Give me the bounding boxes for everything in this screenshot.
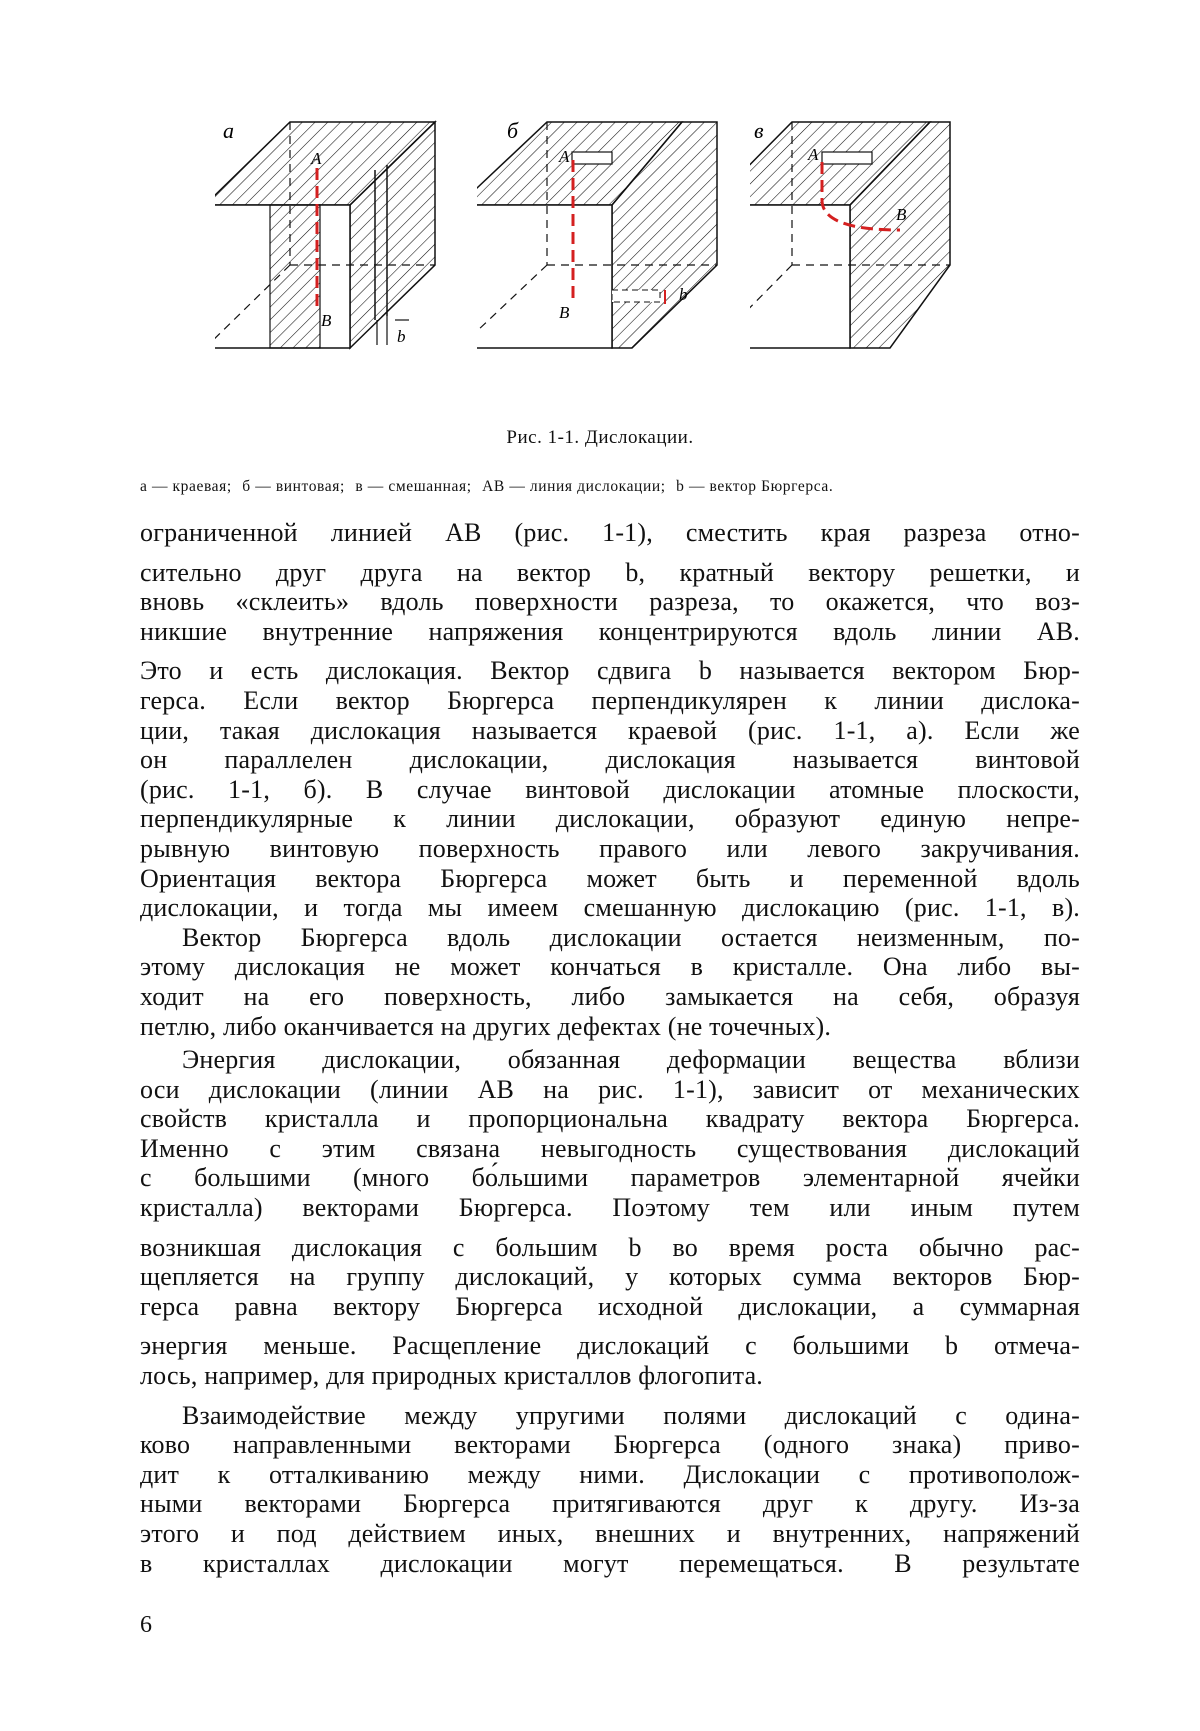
svg-text:A: A — [808, 145, 819, 164]
text-line: дит к отталкиванию между ними. Дислокации с противополож- — [140, 1459, 1080, 1489]
svg-text:b: b — [679, 285, 688, 304]
text-line: сительно друг друга на вектор b, кратный вектору решетки, и — [140, 557, 1080, 587]
text-line: этого и под действием иных, внешних и внутренних, напряжений — [140, 1519, 1080, 1548]
text-line: дислокации, и тогда мы имеем смешанную дислокацию (рис. 1-1, в). — [140, 893, 1080, 923]
text-line: петлю, либо оканчивается на других дефектах (не точечных). — [140, 1011, 832, 1041]
text-line: перпендикулярные к линии дислокации, образуют единую непре- — [140, 804, 1080, 834]
text-line: оси дислокации (линии AB на рис. 1-1), зависит от механических — [140, 1074, 1080, 1104]
figure-dislocations — [215, 120, 1025, 400]
text-line: Взаимодействие между упругими полями дислокаций с одина- — [182, 1400, 1080, 1430]
text-line: возникшая дислокация с большим b во время роста обычно рас- — [140, 1232, 1080, 1262]
legend-screw: б — винтовая; — [242, 478, 345, 495]
panel-screw — [477, 120, 737, 400]
panel-edge — [215, 120, 475, 400]
panel-label-c: в — [754, 120, 764, 143]
figure-caption-legend — [140, 478, 1090, 496]
text-line: Ориентация вектора Бюргерса может быть и переменной вдоль — [140, 863, 1080, 893]
svg-text:B: B — [321, 311, 332, 330]
svg-text:b: b — [397, 327, 406, 346]
panel-label-b: б — [507, 120, 519, 143]
figure-caption-title: Рис. 1-1. Дислокации. — [506, 427, 694, 448]
text-line: лось, например, для природных кристаллов флогопита. — [140, 1361, 764, 1391]
text-line: в кристаллах дислокации могут перемещаться. В результате — [140, 1548, 1080, 1578]
text-line: ограниченной линией AB (рис. 1-1), сместить края разреза отно- — [140, 518, 1080, 547]
text-line: ходит на его поверхность, либо замыкается на себя, образуя — [140, 981, 1080, 1011]
svg-text:B: B — [559, 303, 570, 322]
text-line: вновь «склеить» вдоль поверхности разреза, то окажется, что воз- — [140, 587, 1080, 617]
legend-burgers: b — вектор Бюргерса. — [676, 478, 834, 495]
text-line: ково направленными векторами Бюргерса (одного знака) приво- — [140, 1430, 1080, 1460]
legend-edge: а — краевая; — [140, 478, 232, 495]
text-line: никшие внутренние напряжения концентрируются вдоль линии AB. — [140, 616, 1080, 646]
text-line: он параллелен дислокации, дислокация называется винтовой — [140, 745, 1080, 775]
text-line: герса. Если вектор Бюргерса перпендикулярен к линии дислока- — [140, 685, 1080, 715]
svg-text:A: A — [311, 149, 322, 168]
panel-mixed — [750, 120, 1010, 400]
svg-text:B: B — [896, 205, 907, 224]
legend-mixed: в — смешанная; — [355, 478, 472, 495]
svg-text:A: A — [559, 147, 570, 166]
text-line: щепляется на группу дислокаций, у которых сумма векторов Бюр- — [140, 1262, 1080, 1292]
legend-line: AB — линия дислокации; — [482, 478, 666, 495]
text-line: герса равна вектору Бюргерса исходной дислокации, а суммарная — [140, 1291, 1080, 1321]
text-line: Это и есть дислокация. Вектор сдвига b называется вектором Бюр- — [140, 656, 1080, 686]
text-line: рывную винтовую поверхность правого или левого закручивания. — [140, 833, 1080, 863]
text-line: Энергия дислокации, обязанная деформации вещества вблизи — [182, 1045, 1080, 1075]
text-line: (рис. 1-1, б). В случае винтовой дислокации атомные плоскости, — [140, 774, 1080, 804]
text-line: свойств кристалла и пропорциональна квадрату вектора Бюргерса. — [140, 1104, 1080, 1134]
text-line: Вектор Бюргерса вдоль дислокации остается неизменным, по- — [182, 922, 1080, 952]
panel-label-a: а — [223, 120, 234, 143]
text-line: ными векторами Бюргерса притягиваются друг к другу. Из-за — [140, 1489, 1080, 1519]
text-line: кристалла) векторами Бюргерса. Поэтому тем или иным путем — [140, 1193, 1080, 1223]
text-line: с большими (много бо́льшими параметров элементарной ячейки — [140, 1163, 1080, 1193]
text-line: Именно с этим связана невыгодность существования дислокаций — [140, 1133, 1080, 1163]
body-text — [140, 518, 1080, 1578]
page-number: 6 — [140, 1612, 152, 1638]
text-line: этому дислокация не может кончаться в кристалле. Она либо вы- — [140, 952, 1080, 982]
text-line: энергия меньше. Расщепление дислокаций с большими b отмеча- — [140, 1331, 1080, 1361]
text-line: ции, такая дислокация называется краевой (рис. 1-1, а). Если же — [140, 715, 1080, 745]
